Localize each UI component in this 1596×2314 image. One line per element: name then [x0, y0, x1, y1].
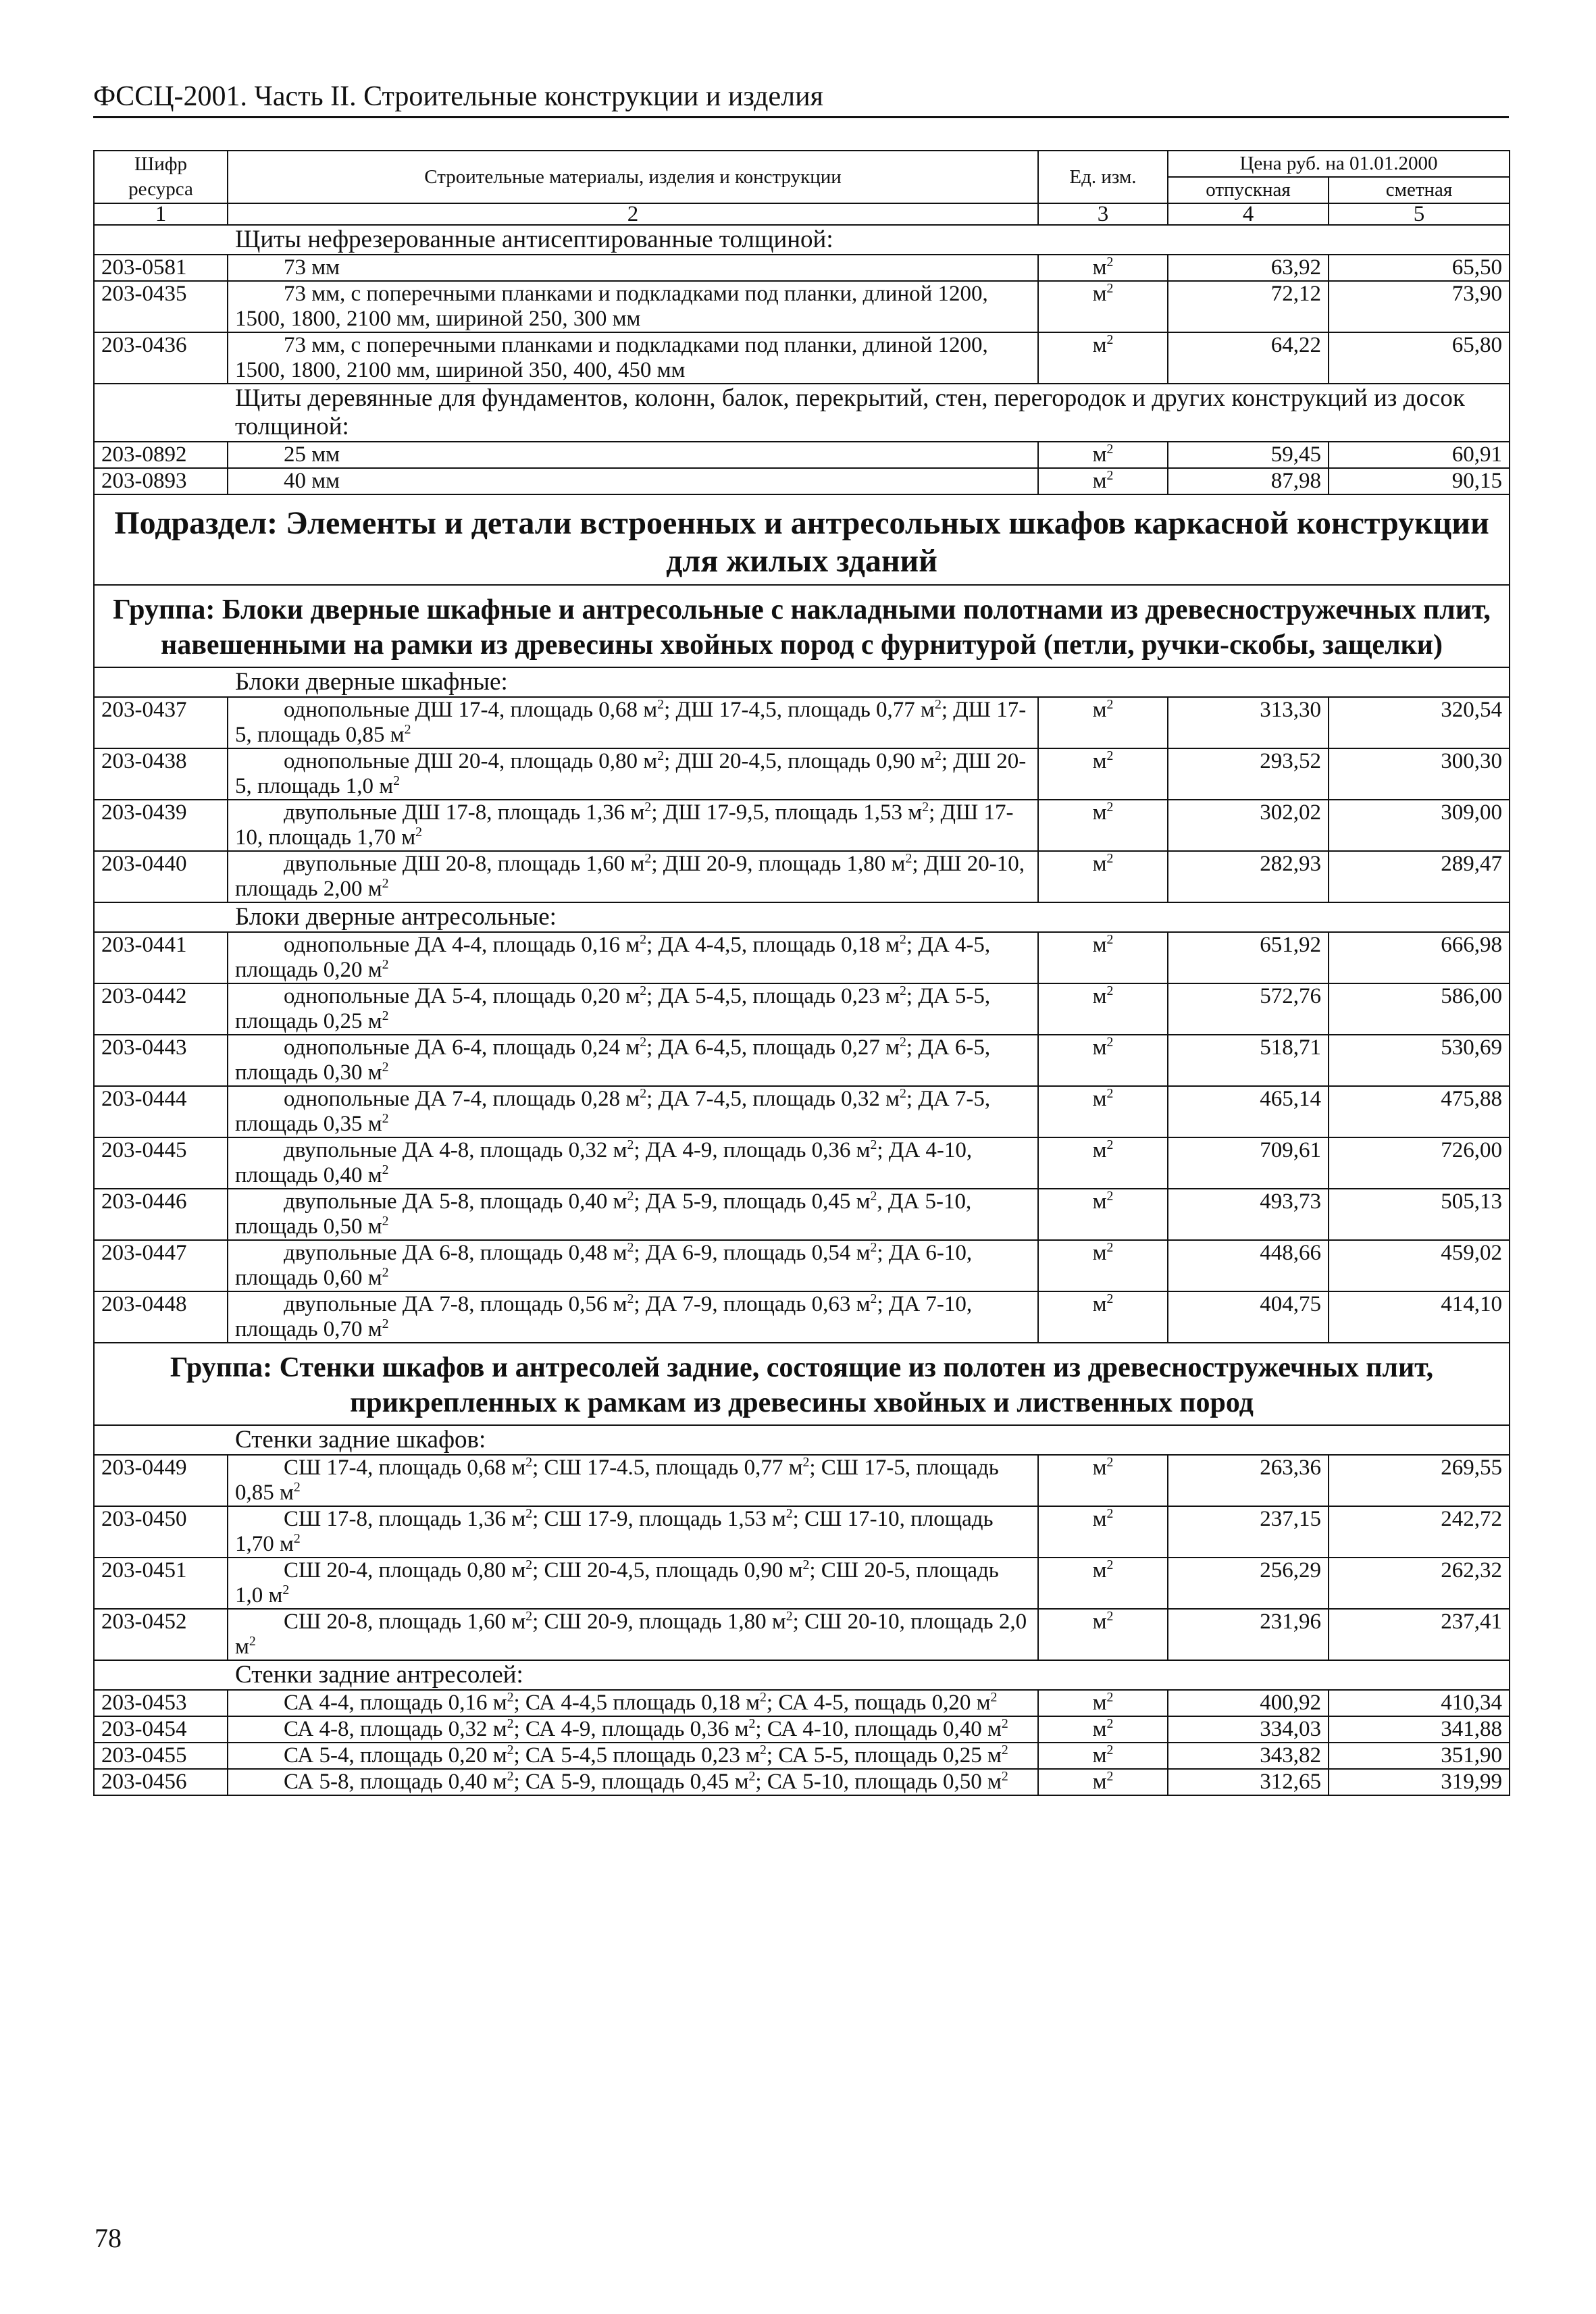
- resource-code: 203-0453: [94, 1690, 228, 1716]
- item-description: 73 мм, с поперечными планками и подкладками под планки, длиной 1200, 1500, 1800, 2100 мм, шириной 350, 400, 450 мм: [228, 332, 1038, 384]
- col-number: 5: [1329, 203, 1510, 225]
- table-row: [94, 1240, 1510, 1291]
- item-description: 73 мм, с поперечными планками и подкладками под планки, длиной 1200, 1500, 1800, 2100 мм, шириной 250, 300 мм: [228, 281, 1038, 332]
- table-row: [94, 468, 1510, 494]
- release-price: 448,66: [1168, 1240, 1329, 1291]
- estimate-price: 410,34: [1329, 1690, 1510, 1716]
- estimate-price: 242,72: [1329, 1506, 1510, 1558]
- resource-code: 203-0443: [94, 1035, 228, 1086]
- release-price: 709,61: [1168, 1137, 1329, 1189]
- item-description: однопольные ДА 6-4, площадь 0,24 $м^2$; ДА 6-4,5, площадь 0,27 $м^2$; ДА 6-5, площадь 0,30 $м^2$: [228, 1035, 1038, 1086]
- item-description: СА 4-8, площадь 0,32 $м^2$; СА 4-9, площадь 0,36 $м^2$; СА 4-10, площадь 0,40 $м^2$: [228, 1716, 1038, 1743]
- item-description: СА 5-4, площадь 0,20 $м^2$; СА 5-4,5 площадь 0,23 $м^2$; СА 5-5, площадь 0,25 $м^2$: [228, 1743, 1038, 1769]
- resource-code: 203-0450: [94, 1506, 228, 1558]
- unit-cell: $м^2$: [1038, 697, 1168, 748]
- group-heading: Группа: Блоки дверные шкафные и антресольные с накладными полотнами из древесностружечных плит, навешенными на рамки из древесины хвойных пород с фурнитурой (петли, ручки-скобы, защелки): [94, 585, 1510, 667]
- release-price: 59,45: [1168, 442, 1329, 468]
- col-header-price: Цена руб. на 01.01.2000: [1168, 151, 1510, 177]
- col-number: 4: [1168, 203, 1329, 225]
- table-row: [94, 1558, 1510, 1609]
- release-price: 64,22: [1168, 332, 1329, 384]
- col-number: 2: [228, 203, 1038, 225]
- item-description: однопольные ДА 7-4, площадь 0,28 $м^2$; ДА 7-4,5, площадь 0,32 $м^2$; ДА 7-5, площадь 0,35 $м^2$: [228, 1086, 1038, 1137]
- unit-cell: $м^2$: [1038, 1455, 1168, 1506]
- resource-code: 203-0436: [94, 332, 228, 384]
- subsection-heading: Подраздел: Элементы и детали встроенных и антресольных шкафов каркасной конструкции для жилых зданий: [94, 494, 1510, 585]
- unit-cell: $м^2$: [1038, 468, 1168, 494]
- resource-code: 203-0452: [94, 1609, 228, 1660]
- table-row: [94, 281, 1510, 332]
- unit-cell: $м^2$: [1038, 442, 1168, 468]
- estimate-price: 90,15: [1329, 468, 1510, 494]
- item-description: СШ 20-8, площадь 1,60 $м^2$; СШ 20-9, площадь 1,80 $м^2$; СШ 20-10, площадь 2,0 $м^2$: [228, 1609, 1038, 1660]
- release-price: 282,93: [1168, 851, 1329, 902]
- table-row: [94, 983, 1510, 1035]
- resource-code: 203-0442: [94, 983, 228, 1035]
- table-row: [94, 851, 1510, 902]
- item-description: двупольные ДА 6-8, площадь 0,48 $м^2$; ДА 6-9, площадь 0,54 $м^2$; ДА 6-10, площадь 0,60 $м^2$: [228, 1240, 1038, 1291]
- item-description: двупольные ДШ 20-8, площадь 1,60 $м^2$; ДШ 20-9, площадь 1,80 $м^2$; ДШ 20-10, площадь 2,00 $м^2$: [228, 851, 1038, 902]
- release-price: 518,71: [1168, 1035, 1329, 1086]
- release-price: 465,14: [1168, 1086, 1329, 1137]
- table-row: [94, 1189, 1510, 1240]
- unit-cell: $м^2$: [1038, 1690, 1168, 1716]
- item-description: СШ 17-8, площадь 1,36 $м^2$; СШ 17-9, площадь 1,53 $м^2$; СШ 17-10, площадь 1,70 $м^2$: [228, 1506, 1038, 1558]
- estimate-price: 65,50: [1329, 255, 1510, 281]
- resource-code: 203-0456: [94, 1769, 228, 1795]
- estimate-price: 309,00: [1329, 800, 1510, 851]
- item-description: однопольные ДА 4-4, площадь 0,16 $м^2$; ДА 4-4,5, площадь 0,18 $м^2$; ДА 4-5, площадь 0,20 $м^2$: [228, 932, 1038, 983]
- release-price: 231,96: [1168, 1609, 1329, 1660]
- table-row: [94, 748, 1510, 800]
- estimate-price: 459,02: [1329, 1240, 1510, 1291]
- item-description: СА 4-4, площадь 0,16 $м^2$; СА 4-4,5 площадь 0,18 $м^2$; СА 4-5, пощадь 0,20 $м^2$: [228, 1690, 1038, 1716]
- category-label: Блоки дверные шкафные:: [94, 667, 1510, 697]
- estimate-price: 666,98: [1329, 932, 1510, 983]
- item-description: однопольные ДШ 17-4, площадь 0,68 $м^2$; ДШ 17-4,5, площадь 0,77 $м^2$; ДШ 17-5, площадь 0,85 $м^2$: [228, 697, 1038, 748]
- table-row: [94, 1716, 1510, 1743]
- estimate-price: 475,88: [1329, 1086, 1510, 1137]
- col-number: 3: [1038, 203, 1168, 225]
- item-description: двупольные ДА 4-8, площадь 0,32 $м^2$; ДА 4-9, площадь 0,36 $м^2$; ДА 4-10, площадь 0,40 $м^2$: [228, 1137, 1038, 1189]
- resource-code: 203-0581: [94, 255, 228, 281]
- col-header-code: Шифр ресурса: [94, 151, 228, 203]
- estimate-price: 237,41: [1329, 1609, 1510, 1660]
- unit-cell: $м^2$: [1038, 1558, 1168, 1609]
- unit-cell: $м^2$: [1038, 1716, 1168, 1743]
- category-label: Стенки задние антресолей:: [94, 1660, 1510, 1690]
- release-price: 404,75: [1168, 1291, 1329, 1343]
- release-price: 313,30: [1168, 697, 1329, 748]
- subsection-row: [94, 494, 1510, 585]
- category-label: Блоки дверные антресольные:: [94, 902, 1510, 932]
- resource-code: 203-0437: [94, 697, 228, 748]
- table-row: [94, 697, 1510, 748]
- unit-cell: $м^2$: [1038, 932, 1168, 983]
- table-row: [94, 1743, 1510, 1769]
- item-description: двупольные ДШ 17-8, площадь 1,36 $м^2$; ДШ 17-9,5, площадь 1,53 $м^2$; ДШ 17-10, площадь 1,70 $м^2$: [228, 800, 1038, 851]
- table-row: [94, 332, 1510, 384]
- resource-code: 203-0441: [94, 932, 228, 983]
- unit-cell: $м^2$: [1038, 1609, 1168, 1660]
- item-description: 40 мм: [228, 468, 1038, 494]
- item-description: однопольные ДА 5-4, площадь 0,20 $м^2$; ДА 5-4,5, площадь 0,23 $м^2$; ДА 5-5, площадь 0,25 $м^2$: [228, 983, 1038, 1035]
- unit-cell: $м^2$: [1038, 851, 1168, 902]
- group-heading: Группа: Стенки шкафов и антресолей задние, состоящие из полотен из древесностружечных плит, прикрепленных к рамкам из древесины хвойных и лиственных пород: [94, 1343, 1510, 1425]
- unit-cell: $м^2$: [1038, 1291, 1168, 1343]
- price-table: [93, 150, 1510, 1796]
- table-row: [94, 1506, 1510, 1558]
- release-price: 63,92: [1168, 255, 1329, 281]
- resource-code: 203-0446: [94, 1189, 228, 1240]
- col-number: 1: [94, 203, 228, 225]
- col-header-estimate: сметная: [1329, 177, 1510, 203]
- table-row: [94, 932, 1510, 983]
- category-label: Щиты деревянные для фундаментов, колонн, балок, перекрытий, стен, перегородок и других конструкций из досок толщиной:: [94, 384, 1510, 442]
- estimate-price: 65,80: [1329, 332, 1510, 384]
- estimate-price: 530,69: [1329, 1035, 1510, 1086]
- release-price: 302,02: [1168, 800, 1329, 851]
- col-header-unit: Ед. изм.: [1038, 151, 1168, 203]
- unit-cell: $м^2$: [1038, 800, 1168, 851]
- table-row: [94, 1769, 1510, 1795]
- unit-cell: $м^2$: [1038, 1137, 1168, 1189]
- release-price: 334,03: [1168, 1716, 1329, 1743]
- unit-cell: $м^2$: [1038, 1240, 1168, 1291]
- unit-cell: $м^2$: [1038, 1035, 1168, 1086]
- table-row: [94, 1291, 1510, 1343]
- release-price: 237,15: [1168, 1506, 1329, 1558]
- release-price: 312,65: [1168, 1769, 1329, 1795]
- unit-cell: $м^2$: [1038, 983, 1168, 1035]
- resource-code: 203-0454: [94, 1716, 228, 1743]
- release-price: 263,36: [1168, 1455, 1329, 1506]
- release-price: 651,92: [1168, 932, 1329, 983]
- category-label-row: [94, 902, 1510, 932]
- release-price: 493,73: [1168, 1189, 1329, 1240]
- page-number: 78: [95, 2223, 122, 2253]
- unit-cell: $м^2$: [1038, 1086, 1168, 1137]
- estimate-price: 351,90: [1329, 1743, 1510, 1769]
- table-row: [94, 1086, 1510, 1137]
- release-price: 72,12: [1168, 281, 1329, 332]
- unit-cell: $м^2$: [1038, 1506, 1168, 1558]
- estimate-price: 319,99: [1329, 1769, 1510, 1795]
- resource-code: 203-0892: [94, 442, 228, 468]
- item-description: 25 мм: [228, 442, 1038, 468]
- table-row: [94, 255, 1510, 281]
- group-row: [94, 585, 1510, 667]
- resource-code: 203-0451: [94, 1558, 228, 1609]
- estimate-price: 341,88: [1329, 1716, 1510, 1743]
- category-label: Щиты нефрезерованные антисептированные толщиной:: [94, 225, 1510, 255]
- category-label-row: [94, 1660, 1510, 1690]
- col-header-release: отпускная: [1168, 177, 1329, 203]
- group-row: [94, 1343, 1510, 1425]
- release-price: 256,29: [1168, 1558, 1329, 1609]
- resource-code: 203-0447: [94, 1240, 228, 1291]
- item-description: двупольные ДА 5-8, площадь 0,40 $м^2$; ДА 5-9, площадь 0,45 $м^2$, ДА 5-10, площадь 0,50 $м^2$: [228, 1189, 1038, 1240]
- category-label-row: [94, 384, 1510, 442]
- item-description: СШ 20-4, площадь 0,80 $м^2$; СШ 20-4,5, площадь 0,90 $м^2$; СШ 20-5, площадь 1,0 $м^2$: [228, 1558, 1038, 1609]
- estimate-price: 300,30: [1329, 748, 1510, 800]
- estimate-price: 262,32: [1329, 1558, 1510, 1609]
- unit-cell: $м^2$: [1038, 255, 1168, 281]
- item-description: однопольные ДШ 20-4, площадь 0,80 $м^2$; ДШ 20-4,5, площадь 0,90 $м^2$; ДШ 20-5, площадь 1,0 $м^2$: [228, 748, 1038, 800]
- resource-code: 203-0445: [94, 1137, 228, 1189]
- estimate-price: 269,55: [1329, 1455, 1510, 1506]
- resource-code: 203-0449: [94, 1455, 228, 1506]
- table-body: [94, 225, 1510, 1795]
- release-price: 343,82: [1168, 1743, 1329, 1769]
- category-label-row: [94, 1425, 1510, 1455]
- unit-cell: $м^2$: [1038, 1743, 1168, 1769]
- estimate-price: 73,90: [1329, 281, 1510, 332]
- unit-cell: $м^2$: [1038, 748, 1168, 800]
- table-row: [94, 1137, 1510, 1189]
- resource-code: 203-0455: [94, 1743, 228, 1769]
- resource-code: 203-0438: [94, 748, 228, 800]
- item-description: 73 мм: [228, 255, 1038, 281]
- resource-code: 203-0439: [94, 800, 228, 851]
- release-price: 293,52: [1168, 748, 1329, 800]
- resource-code: 203-0448: [94, 1291, 228, 1343]
- estimate-price: 505,13: [1329, 1189, 1510, 1240]
- resource-code: 203-0444: [94, 1086, 228, 1137]
- page-header: ФССЦ-2001. Часть II. Строительные конструкции и изделия: [93, 80, 1509, 118]
- category-label-row: [94, 667, 1510, 697]
- resource-code: 203-0893: [94, 468, 228, 494]
- table-row: [94, 1690, 1510, 1716]
- unit-cell: $м^2$: [1038, 1769, 1168, 1795]
- resource-code: 203-0440: [94, 851, 228, 902]
- estimate-price: 726,00: [1329, 1137, 1510, 1189]
- resource-code: 203-0435: [94, 281, 228, 332]
- item-description: СШ 17-4, площадь 0,68 $м^2$; СШ 17-4.5, площадь 0,77 $м^2$; СШ 17-5, площадь 0,85 $м^2$: [228, 1455, 1038, 1506]
- table-row: [94, 442, 1510, 468]
- release-price: 87,98: [1168, 468, 1329, 494]
- estimate-price: 586,00: [1329, 983, 1510, 1035]
- item-description: СА 5-8, площадь 0,40 $м^2$; СА 5-9, площадь 0,45 $м^2$; СА 5-10, площадь 0,50 $м^2$: [228, 1769, 1038, 1795]
- table-row: [94, 1035, 1510, 1086]
- release-price: 400,92: [1168, 1690, 1329, 1716]
- unit-cell: $м^2$: [1038, 281, 1168, 332]
- estimate-price: 414,10: [1329, 1291, 1510, 1343]
- category-label: Стенки задние шкафов:: [94, 1425, 1510, 1455]
- unit-cell: $м^2$: [1038, 332, 1168, 384]
- col-header-name: Строительные материалы, изделия и конструкции: [228, 151, 1038, 203]
- estimate-price: 60,91: [1329, 442, 1510, 468]
- item-description: двупольные ДА 7-8, площадь 0,56 $м^2$; ДА 7-9, площадь 0,63 $м^2$; ДА 7-10, площадь 0,70 $м^2$: [228, 1291, 1038, 1343]
- release-price: 572,76: [1168, 983, 1329, 1035]
- unit-cell: $м^2$: [1038, 1189, 1168, 1240]
- table-row: [94, 1609, 1510, 1660]
- estimate-price: 320,54: [1329, 697, 1510, 748]
- table-row: [94, 800, 1510, 851]
- estimate-price: 289,47: [1329, 851, 1510, 902]
- table-row: [94, 1455, 1510, 1506]
- category-label-row: [94, 225, 1510, 255]
